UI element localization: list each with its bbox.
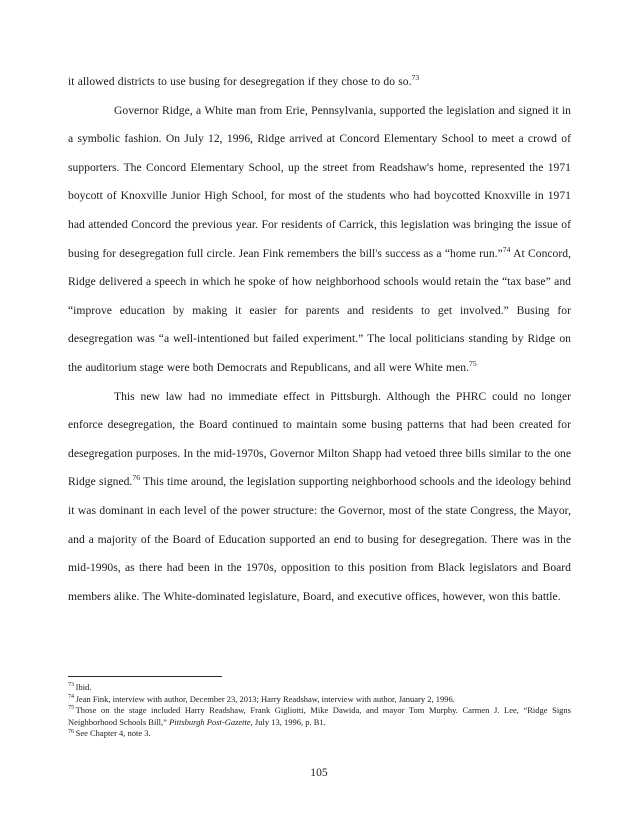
paragraph-continuation xyxy=(68,68,571,97)
page-number: 105 xyxy=(310,766,328,779)
paragraph-text-part-2: At Concord, Ridge delivered a speech in which he spoke of how neighborhood schools would retain the “tax base” and “improve education by making it easier for parents and residents to get involved.” Busing for desegregation was “a well-intentioned but failed experiment.” The local politicians standing by Ridge on the auditorium stage were both Democrats and Republicans, and all were White men. xyxy=(68,246,571,374)
paragraph-text: it allowed districts to use busing for desegregation if they chose to do so. xyxy=(68,75,412,88)
footnote-76 xyxy=(68,728,571,740)
footnote-text-before-title: Those on the stage included Harry Readshaw, Frank Gigliotti, Mike Dawida, and mayor Tom Murphy. Carmen J. Lee, “Ridge Signs Neighborhood Schools Bill,” xyxy=(68,705,571,727)
footnote-number: 73 xyxy=(68,682,75,689)
paragraph-governor-ridge xyxy=(68,97,571,383)
footnote-text: See Chapter 4, note 3. xyxy=(75,728,151,739)
footnote-number: 76 xyxy=(68,728,75,735)
footnote-marker-73[interactable]: 73 xyxy=(411,73,420,83)
paragraph-text-part-1: This new law had no immediate effect in Pittsburgh. Although the PHRC could no longer enforce desegregation, the Board continued to maintain some busing patterns that had been created for desegregation purposes. In the mid-1970s, Governor Milton Shapp had vetoed three bills similar to the one Ridge signed. xyxy=(68,389,571,489)
footnote-publication-title: Pittsburgh Post-Gazette xyxy=(169,716,251,727)
footnote-marker-74[interactable]: 74 xyxy=(502,244,511,254)
footnote-text: Jean Fink, interview with author, December 23, 2013; Harry Readshaw, interview with author, January 2, 1996. xyxy=(75,693,455,704)
footnote-number: 75 xyxy=(68,705,75,712)
footnote-73 xyxy=(68,682,571,694)
footnote-number: 74 xyxy=(68,693,75,700)
footnote-marker-76[interactable]: 76 xyxy=(132,473,141,483)
footnote-marker-75[interactable]: 75 xyxy=(469,359,477,369)
footnote-separator-rule xyxy=(68,676,222,677)
paragraph-new-law xyxy=(68,383,571,612)
footnote-area xyxy=(68,676,571,740)
footnote-75 xyxy=(68,705,571,728)
footnote-text-after-title: , July 13, 1996, p. B1. xyxy=(250,716,326,727)
paragraph-text-part-1: Governor Ridge, a White man from Erie, Pennsylvania, supported the legislation and signed it in a symbolic fashion. On July 12, 1996, Ridge arrived at Concord Elementary School to meet a crowd of supporters. The Concord Elementary School, up the street from Readshaw's home, represented the 1971 boycott of Knoxville Junior High School, for most of the students who had boycotted Knoxville in 1971 had attended Concord the previous year. For residents of Carrick, this legislation was bringing the issue of busing for desegregation full circle. Jean Fink remembers the bill's success as a “home run.” xyxy=(68,103,571,260)
paragraph-text-part-2: This time around, the legislation supporting neighborhood schools and the ideology behind it was dominant in each level of the power structure: the Governor, most of the state Congress, the Mayor, and a majority of the Board of Education supported an end to busing for desegregation. There was in the mid-1990s, as there had been in the 1970s, opposition to this position from Black legislators and Board members alike. The White-dominated legislature, Board, and executive offices, however, won this battle. xyxy=(68,475,571,603)
footnote-74 xyxy=(68,694,571,706)
body-text-block xyxy=(68,68,571,611)
footnote-text: Ibid. xyxy=(75,682,92,692)
